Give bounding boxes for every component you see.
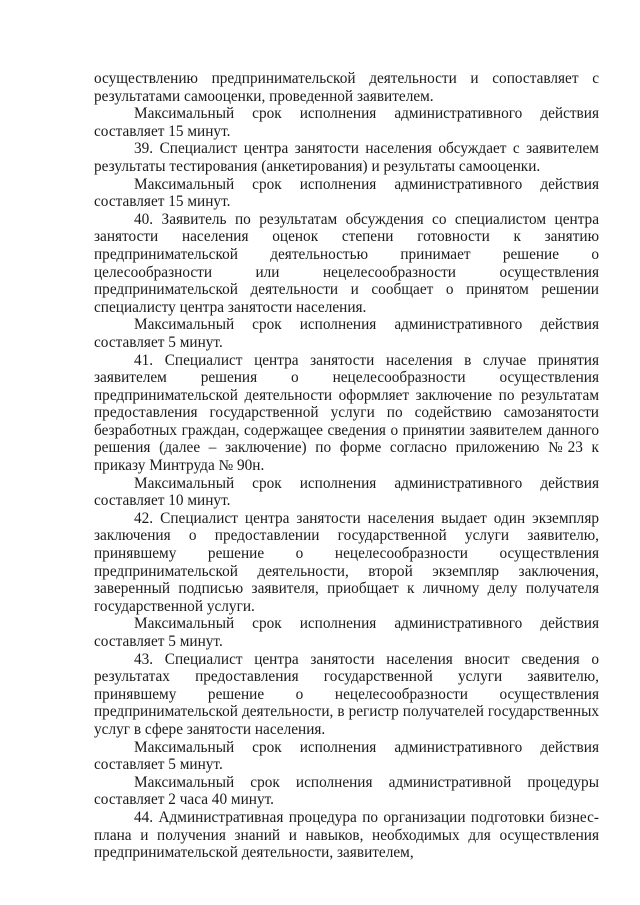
paragraph-time-limit: Максимальный срок исполнения административного действия составляет 15 минут. bbox=[94, 105, 599, 140]
paragraph-clause-39: 39. Специалист центра занятости населения обсуждает с заявителем результаты тестирования (анкетирования) и результаты самооценки. bbox=[94, 140, 599, 175]
paragraph-time-limit: Максимальный срок исполнения административного действия составляет 10 минут. bbox=[94, 474, 599, 510]
paragraph-clause-41: 41. Специалист центра занятости населения в случае принятия заявителем решения о нецелесообразности осуществления предпринимательской деятельности оформляет заключение по результатам предоставления государственной услуги по содействию самозанятости безработных граждан, содержащее сведения о принятии заявителем данного решения (далее – заключение) по форме согласно приложению №23 к приказу Минтруда № 90н. bbox=[94, 351, 599, 475]
paragraph-clause-42: 42. Специалист центра занятости населения выдает один экземпляр заключения о предоставлении государственной услуги заявителю, принявшему решение о нецелесообразности осуществления предпринимательской деятельности, второй экземпляр заключения, заверенный подписью заявителя, приобщает к личному делу получателя государственной услуги. bbox=[94, 509, 599, 615]
paragraph-time-limit: Максимальный срок исполнения административного действия составляет 5 минут. bbox=[94, 615, 599, 650]
paragraph-time-limit: Максимальный срок исполнения административного действия составляет 5 минут. bbox=[94, 738, 599, 774]
document-body bbox=[94, 70, 599, 862]
paragraph-continuation: осуществлению предпринимательской деятельности и сопоставляет с результатами самооценки, проведенной заявителем. bbox=[94, 70, 599, 105]
paragraph-clause-44: 44. Административная процедура по организации подготовки бизнес-плана и получения знаний и навыков, необходимых для осуществления предпринимательской деятельности, заявителем, bbox=[94, 808, 599, 862]
paragraph-procedure-time-limit: Максимальный срок исполнения административной процедуры составляет 2 часа 40 минут. bbox=[94, 773, 599, 809]
paragraph-time-limit: Максимальный срок исполнения административного действия составляет 15 минут. bbox=[94, 175, 599, 211]
paragraph-clause-43: 43. Специалист центра занятости населения вносит сведения о результатах предоставления государственной услуги заявителю, принявшему решение о нецелесообразности осуществления предпринимательской деятельности, в регистр получателей государственных услуг в сфере занятости населения. bbox=[94, 650, 599, 738]
paragraph-time-limit: Максимальный срок исполнения административного действия составляет 5 минут. bbox=[94, 316, 599, 351]
paragraph-clause-40: 40. Заявитель по результатам обсуждения со специалистом центра занятости населения оценок степени готовности к занятию предпринимательской деятельностью принимает решение о целесообразности или нецелесообразности осуществления предпринимательской деятельности и сообщает о принятом решении специалисту центра занятости населения. bbox=[94, 210, 599, 316]
